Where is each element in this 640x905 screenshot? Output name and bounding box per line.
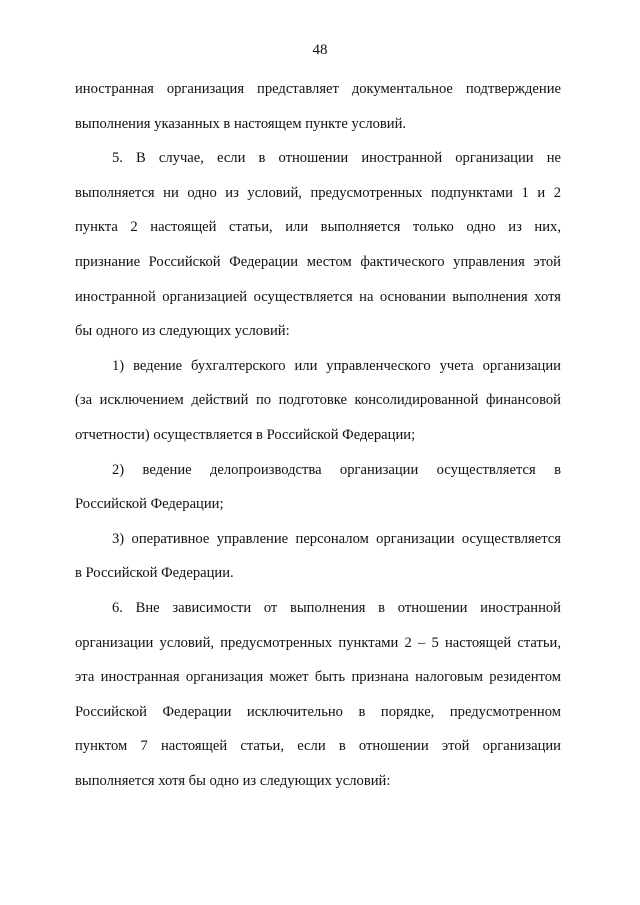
text-line: пунктом 7 настоящей статьи, если в отношении этой организации <box>75 738 561 755</box>
text-line: организации условий, предусмотренных пунктами 2 – 5 настоящей статьи, <box>75 634 561 651</box>
text-line: иностранная организация представляет документальное подтверждение <box>75 81 561 97</box>
text-line: эта иностранная организация может быть признана налоговым резидентом <box>75 669 561 686</box>
text-line: 3) оперативное управление персоналом организации осуществляется <box>112 530 561 547</box>
text-line: Российской Федерации; <box>75 496 224 513</box>
text-line: 5. В случае, если в отношении иностранной организации не <box>112 150 561 167</box>
text-line: пункта 2 настоящей статьи, или выполняется только одно из них, <box>75 219 561 236</box>
text-line: в Российской Федерации. <box>75 565 234 582</box>
text-line: иностранной организацией осуществляется на основании выполнения хотя <box>75 288 561 305</box>
text-line: 2) ведение делопроизводства организации осуществляется в <box>112 461 561 478</box>
document-body <box>75 79 561 805</box>
text-line: отчетности) осуществляется в Российской Федерации; <box>75 426 416 443</box>
page-number: 48 <box>312 42 328 58</box>
text-line: выполнения указанных в настоящем пункте условий. <box>75 115 407 132</box>
text-line: выполняется хотя бы одно из следующих условий: <box>75 772 391 789</box>
text-line: бы одного из следующих условий: <box>75 323 290 340</box>
text-line: выполняется ни одно из условий, предусмотренных подпунктами 1 и 2 <box>75 184 561 201</box>
text-line: Российской Федерации исключительно в порядке, предусмотренном <box>75 703 561 720</box>
text-line: признание Российской Федерации местом фактического управления этой <box>75 253 561 270</box>
text-line: (за исключением действий по подготовке консолидированной финансовой <box>75 392 561 409</box>
text-line: 6. Вне зависимости от выполнения в отношении иностранной <box>112 599 561 616</box>
text-line: 1) ведение бухгалтерского или управленческого учета организации <box>112 357 561 374</box>
